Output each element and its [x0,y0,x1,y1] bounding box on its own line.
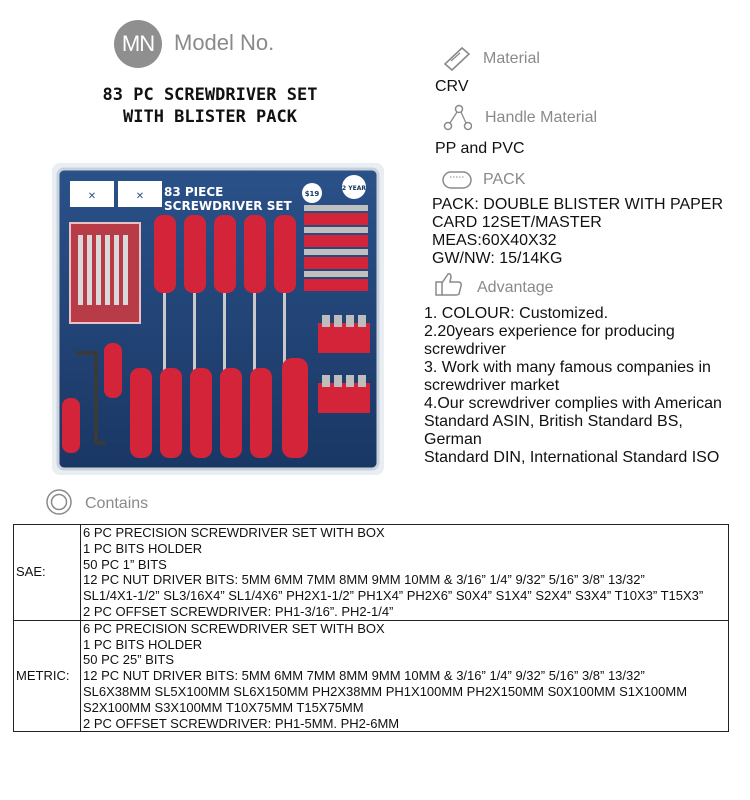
advantage-line: screwdriver [424,341,506,358]
advantage-line: Standard ASIN, British Standard BS, [424,413,683,430]
pack-title: PACK [483,171,526,188]
table-item: SL1/4X1-1/2” SL3/16X4” SL1/4X6” PH2X1-1/2” PH1X4” PH2X6” S0X4” S1X4” S2X4” S3X4” T10X3” T15X3” [83,588,704,604]
svg-text:✕: ✕ [135,191,145,202]
table-item: 12 PC NUT DRIVER BITS: 5MM 6MM 7MM 8MM 9MM 10MM & 3/16” 1/4” 9/32” 5/16” 3/8” 13/32” [83,668,645,684]
product-title: 83 PC SCREWDRIVER SET WITH BLISTER PACK [102,85,318,127]
svg-text:✕: ✕ [87,191,97,202]
package-icon [442,166,472,194]
screwdriver-set-image [52,163,384,475]
pack-line: CARD 12SET/MASTER [432,214,602,231]
advantage-line: 2.20years experience for producing [424,323,675,340]
pack-line: GW/NW: 15/14KG [432,250,563,267]
advantage-line: screwdriver market [424,377,560,394]
material-value: CRV [435,78,469,95]
row-items [81,620,729,732]
card-price: $19 [304,190,320,198]
table-item: SL6X38MM SL5X100MM SL6X150MM PH2X38MM PH1X100MM PH2X150MM S0X100MM S1X100MM S2X100MM S3X100MM T10X75MM T15X75MM [83,683,688,715]
table-item: 1 PC BITS HOLDER [83,636,203,652]
pack-line: MEAS:60X40X32 [432,232,557,249]
card-title-line2: SCREWDRIVER SET [164,199,292,213]
table-row-metric [14,620,729,732]
row-label: SAE: [14,525,81,621]
contains-title: Contains [85,495,149,512]
card-badge: 2 YEAR [342,185,366,192]
table-item: 12 PC NUT DRIVER BITS: 5MM 6MM 7MM 8MM 9MM 10MM & 3/16” 1/4” 9/32” 5/16” 3/8” 13/32” [83,572,645,588]
thumbs-up-icon [434,270,464,298]
model-number-label: Model No. [174,30,275,55]
handle-material-value: PP and PVC [435,140,525,157]
table-item: 6 PC PRECISION SCREWDRIVER SET WITH BOX [83,525,385,540]
model-logo: MN [114,20,162,68]
table-item: 2 PC OFFSET SCREWDRIVER: PH1-5MM. PH2-6MM [83,715,400,731]
table-item: 50 PC 1” BITS [83,556,167,572]
table-item: 2 PC OFFSET SCREWDRIVER: PH1-3/16”. PH2-1/4” [83,603,394,619]
molecule-icon [442,104,472,132]
advantage-title: Advantage [477,279,554,296]
advantage-details [424,305,722,467]
blade-icon [442,44,472,72]
pack-line: PACK: DOUBLE BLISTER WITH PAPER [432,196,724,213]
advantage-line: Standard DIN, International Standard ISO [424,449,720,466]
advantage-line: 3. Work with many famous companies in [424,359,711,376]
pack-details [432,196,723,268]
row-items [81,525,729,621]
advantage-line: 4.Our screwdriver complies with American [424,395,722,412]
table-item: 1 PC BITS HOLDER [83,540,203,556]
contains-icon [44,488,74,516]
handle-material-title: Handle Material [485,109,598,126]
card-title-line1: 83 PIECE [164,185,224,199]
table-item: 6 PC PRECISION SCREWDRIVER SET WITH BOX [83,620,385,636]
row-label: METRIC: [14,620,81,732]
table-row-sae [14,525,729,621]
advantage-line: German [424,431,482,448]
material-title: Material [483,50,540,67]
advantage-line: 1. COLOUR: Customized. [424,305,609,322]
product-photo [52,163,384,475]
table-item: 50 PC 25” BITS [83,652,175,668]
contains-table [13,524,729,732]
